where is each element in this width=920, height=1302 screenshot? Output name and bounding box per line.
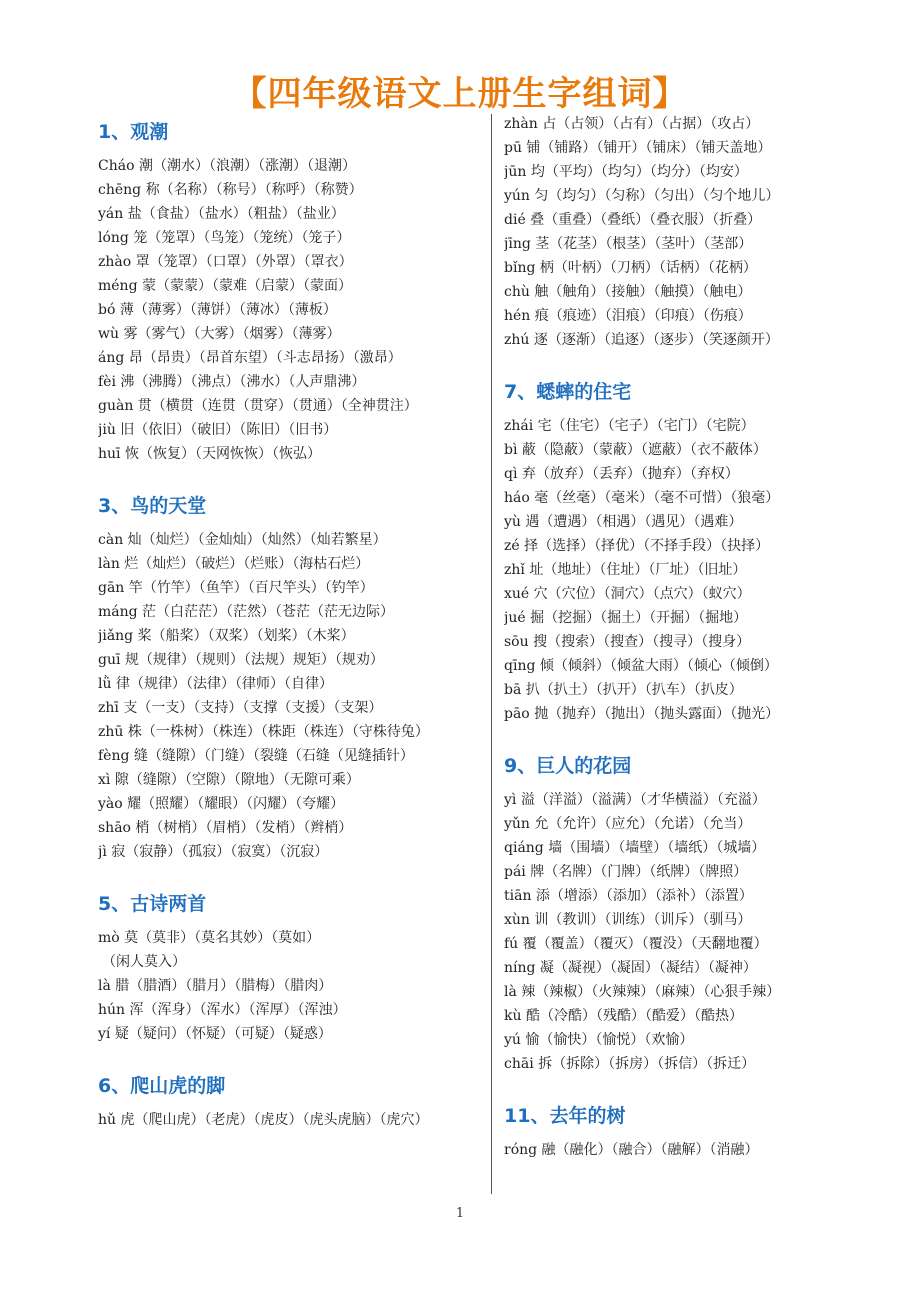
word-group-line: fèi 沸（沸腾）（沸点）（沸水）（人声鼎沸） (98, 374, 366, 390)
lesson-section (504, 378, 844, 726)
word-group-line: yì 溢（洋溢）（溢满）（才华横溢）（充溢） (504, 792, 766, 808)
word-group-line: máng 茫（白茫茫）（茫然）（苍茫（茫无边际） (98, 604, 395, 620)
word-group-line: xué 穴（穴位）（洞穴）（点穴）（蚁穴） (504, 586, 751, 602)
word-group-line: xì 隙（缝隙）（空隙）（隙地）（无隙可乘） (98, 772, 360, 788)
word-group-line: là 辣（辣椒）（火辣辣）（麻辣）（心狠手辣） (504, 984, 781, 1000)
lesson-section (504, 112, 844, 352)
word-group-line: qì 弃（放弃）（丢弃）（抛弃）（弃权） (504, 466, 739, 482)
word-group-line: yǔn 允（允许）（应允）（允诺）（允当） (504, 816, 752, 832)
lesson-section (504, 752, 844, 1076)
word-group-line: Cháo 潮（潮水）（浪潮）（涨潮）（退潮） (98, 158, 356, 174)
word-group-line: yán 盐（食盐）（盐水）（粗盐）（盐业） (98, 206, 345, 222)
word-group-line: hén 痕（痕迹）（泪痕）（印痕）（伤痕） (504, 308, 752, 324)
word-group-line: qiáng 墙（围墙）（墙壁）（墙纸）（城墙） (504, 840, 766, 856)
right-column (504, 112, 844, 1188)
lesson-section (98, 890, 480, 1046)
word-group-line: chāi 拆（拆除）（拆房）（拆信）（拆迁） (504, 1056, 756, 1072)
word-group-line: pū 铺（铺路）（铺开）（铺床）（铺天盖地） (504, 140, 772, 156)
word-group-line: （闲人莫入） (102, 954, 186, 970)
word-group-line: bǐng 柄（叶柄）（刀柄）（话柄）（花柄） (504, 260, 757, 276)
word-group-line: guàn 贯（横贯（连贯（贯穿）（贯通）（全神贯注） (98, 398, 418, 414)
word-group-line: zhào 罩（笼罩）（口罩）（外罩）（罩衣） (98, 254, 353, 270)
word-group-line: chēng 称（名称）（称号）（称呼）（称赞） (98, 182, 363, 198)
word-group-line: jiù 旧（依旧）（破旧）（陈旧）（旧书） (98, 422, 338, 438)
lesson-heading: 5、古诗两首 (98, 893, 207, 915)
word-group-line: jì 寂（寂静）（孤寂）（寂寞）（沉寂） (98, 844, 329, 860)
lesson-section (98, 1072, 480, 1132)
word-group-line: zhú 逐（逐渐）（追逐）（逐步）（笑逐颜开） (504, 332, 779, 348)
word-group-line: hún 浑（浑身）（浑水）（浑厚）（浑浊） (98, 1002, 347, 1018)
word-group-line: mò 莫（莫非）（莫名其妙）（莫如） (98, 930, 321, 946)
word-group-line: hǔ 虎（爬山虎）（老虎）（虎皮）（虎头虎脑）（虎穴） (98, 1112, 429, 1128)
word-group-line: yào 耀（照耀）（耀眼）（闪耀）（夸耀） (98, 796, 345, 812)
lesson-section (504, 1102, 844, 1162)
page-number: 1 (455, 1206, 465, 1221)
word-group-line: yù 遇（遭遇）（相遇）（遇见）（遇难） (504, 514, 743, 530)
lesson-section (98, 492, 480, 864)
word-group-line: yí 疑（疑问）（怀疑）（可疑）（疑惑） (98, 1026, 332, 1042)
lesson-heading: 9、巨人的花园 (504, 755, 632, 777)
word-group-line: xùn 训（教训）（训练）（训斥）（驯马） (504, 912, 752, 928)
word-group-line: lǜ 律（规律）（法律）（律师）（自律） (98, 676, 333, 692)
lesson-section (98, 118, 480, 466)
word-group-line: yún 匀（均匀）（匀称）（匀出）（匀个地儿） (504, 188, 780, 204)
lesson-heading: 1、观潮 (98, 121, 169, 143)
lesson-heading: 3、鸟的天堂 (98, 495, 207, 517)
word-group-line: fú 覆（覆盖）（覆灭）（覆没）（天翻地覆） (504, 936, 768, 952)
word-group-line: zé 择（选择）（择优）（不择手段）（抉择） (504, 538, 770, 554)
word-group-line: zhī 支（一支）（支持）（支撑（支援）（支架） (98, 700, 383, 716)
word-group-line: yú 愉（愉快）（愉悦）（欢愉） (504, 1032, 694, 1048)
word-group-line: háo 毫（丝毫）（毫米）（毫不可惜）（狼毫） (504, 490, 780, 506)
word-group-line: guī 规（规律）（规则）（法规）规矩）（规劝） (98, 652, 384, 668)
word-group-line: wù 雾（雾气）（大雾）（烟雾）（薄雾） (98, 326, 341, 342)
word-group-line: dié 叠（重叠）（叠纸）（叠衣服）（折叠） (504, 212, 762, 228)
word-group-line: róng 融（融化）（融合）（融解）（消融） (504, 1142, 759, 1158)
page-title: 【四年级语文上册生字组词】 (232, 74, 688, 114)
word-group-line: jiǎng 桨（船桨）（双桨）（划桨）（木桨） (98, 628, 355, 644)
word-group-line: kù 酷（冷酷）（残酷）（酷爱）（酷热） (504, 1008, 743, 1024)
word-group-line: fèng 缝（缝隙）（门缝）（裂缝（石缝（见缝插针） (98, 748, 414, 764)
word-group-line: pāo 抛（抛弃）（抛出）（抛头露面）（抛光） (504, 706, 780, 722)
word-group-line: pái 牌（名牌）（门牌）（纸牌）（牌照） (504, 864, 748, 880)
word-group-line: jūn 均（平均）（均匀）（均分）（均安） (504, 164, 748, 180)
lesson-heading: 6、爬山虎的脚 (98, 1075, 226, 1097)
lesson-heading: 11、去年的树 (504, 1105, 626, 1127)
word-group-line: shāo 梢（树梢）（眉梢）（发梢）（辫梢） (98, 820, 353, 836)
word-group-line: áng 昂（昂贵）（昂首东望）（斗志昂扬）（激昂） (98, 350, 402, 366)
word-group-line: qīng 倾（倾斜）（倾盆大雨）（倾心（倾倒） (504, 658, 778, 674)
word-group-line: sōu 搜（搜索）（搜查）（搜寻）（搜身） (504, 634, 751, 650)
word-group-line: zhàn 占（占领）（占有）（占据）（攻占） (504, 116, 760, 132)
word-group-line: jīng 茎（花茎）（根茎）（茎叶）（茎部） (504, 236, 753, 252)
word-group-line: níng 凝（凝视）（凝固）（凝结）（凝神） (504, 960, 757, 976)
word-group-line: zhū 株（一株树）（株连）（株距（株连）（守株待兔） (98, 724, 429, 740)
word-group-line: méng 蒙（蒙蒙）（蒙难（启蒙）（蒙面） (98, 278, 352, 294)
word-group-line: chù 触（触角）（接触）（触摸）（触电） (504, 284, 752, 300)
word-group-line: gān 竿（竹竿）（鱼竿）（百尺竿头）（钓竿） (98, 580, 374, 596)
word-group-line: là 腊（腊酒）（腊月）（腊梅）（腊肉） (98, 978, 333, 994)
lesson-heading: 7、蟋蟀的住宅 (504, 381, 632, 403)
word-group-line: tiān 添（增添）（添加）（添补）（添置） (504, 888, 753, 904)
word-group-line: zhǐ 址（地址）（住址）（厂址）（旧址） (504, 562, 747, 578)
column-divider (491, 114, 492, 1194)
word-group-line: làn 烂（灿烂）（破烂）（烂账）（海枯石烂） (98, 556, 370, 572)
word-group-line: bā 扒（扒土）（扒开）（扒车）（扒皮） (504, 682, 743, 698)
word-group-line: jué 掘（挖掘）（掘土）（开掘）（掘地） (504, 610, 748, 626)
word-group-line: zhái 宅（住宅）（宅子）（宅门）（宅院） (504, 418, 755, 434)
word-group-line: lóng 笼（笼罩）（鸟笼）（笼统）（笼子） (98, 230, 351, 246)
word-group-line: càn 灿（灿烂）（金灿灿）（灿然）（灿若繁星） (98, 532, 387, 548)
word-group-line: bó 薄（薄雾）（薄饼）（薄冰）（薄板） (98, 302, 337, 318)
word-group-line: huī 恢（恢复）（天网恢恢）（恢弘） (98, 446, 321, 462)
word-group-line: bì 蔽（隐蔽）（蒙蔽）（遮蔽）（衣不蔽体） (504, 442, 767, 458)
left-column (98, 112, 480, 1158)
